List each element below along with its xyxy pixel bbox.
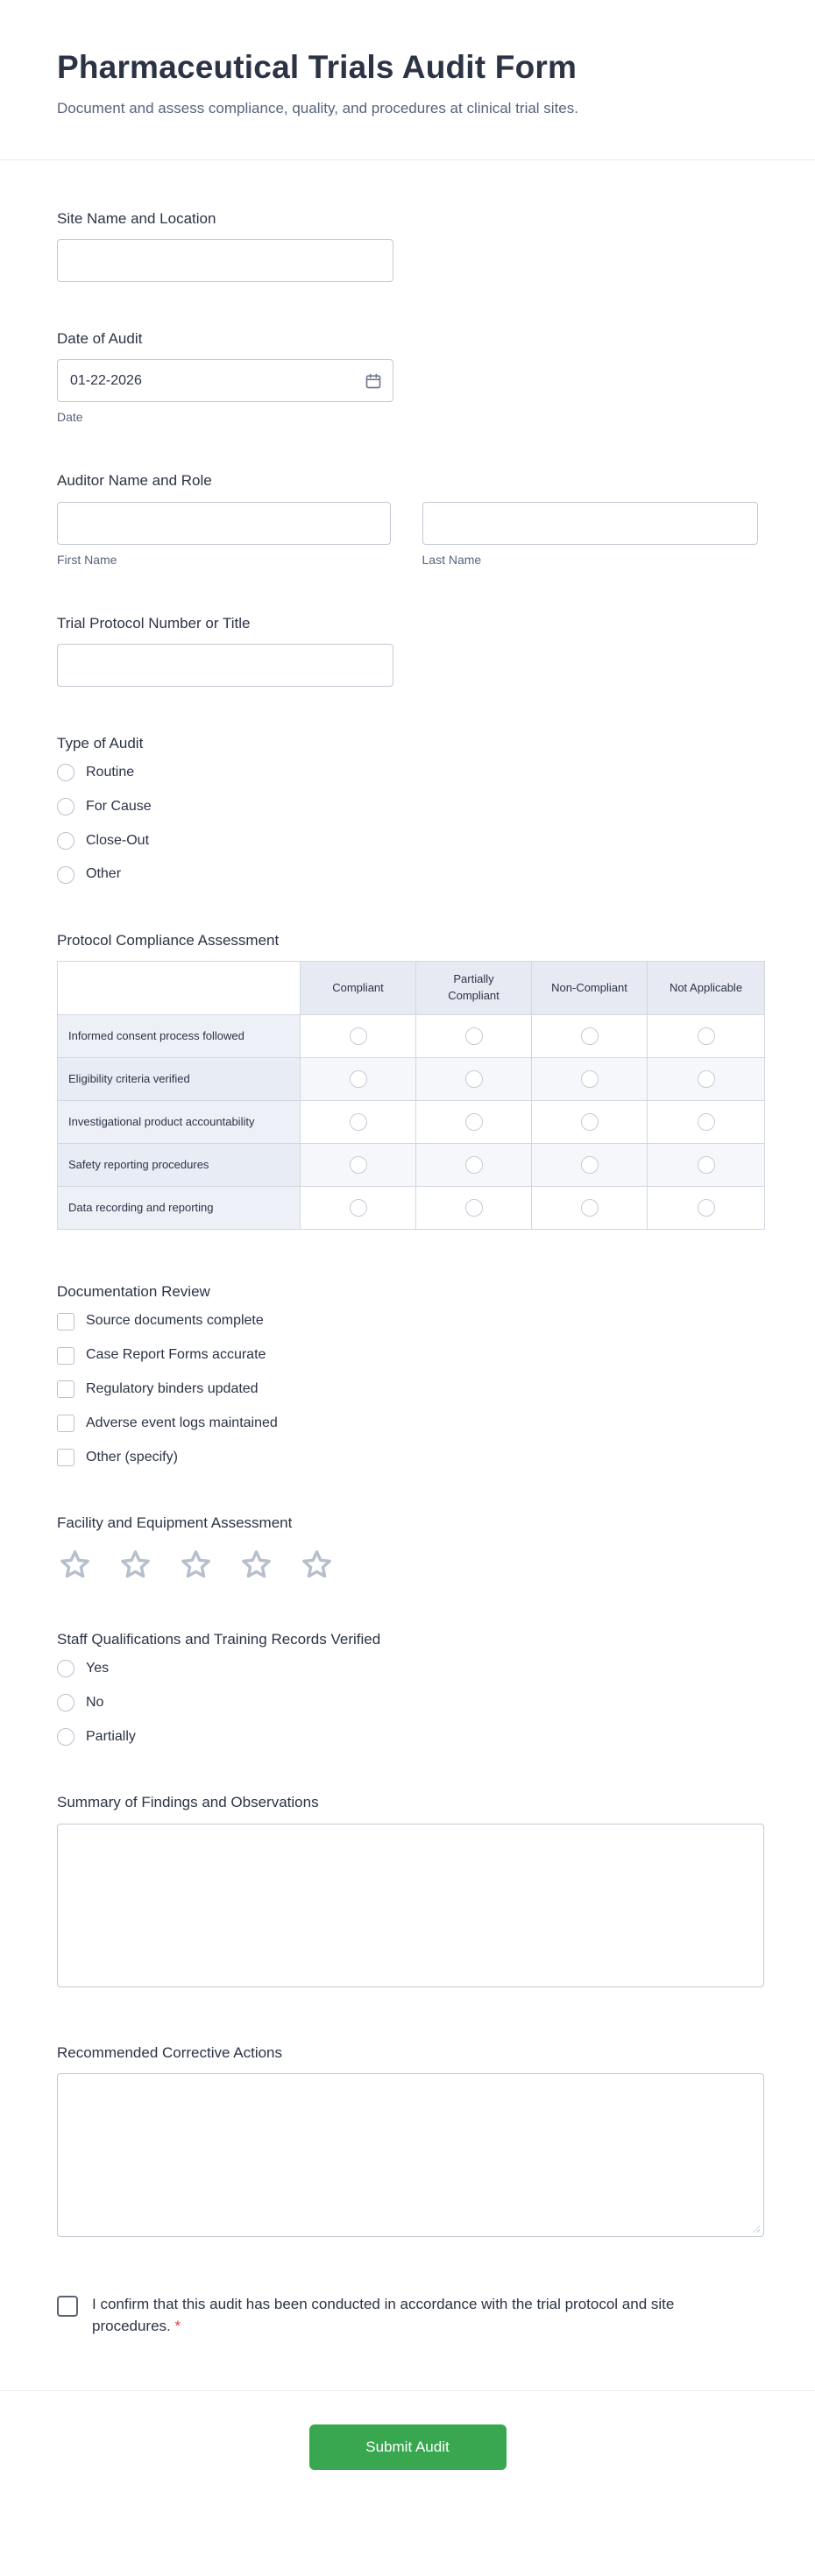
matrix-cell[interactable] [532, 1144, 648, 1187]
matrix-cell[interactable] [301, 1015, 416, 1058]
question-documentation [57, 1282, 758, 1466]
form-header [0, 0, 815, 159]
star-icon[interactable] [299, 1547, 335, 1583]
radio-icon[interactable] [57, 1694, 74, 1711]
star-rating [57, 1547, 758, 1583]
audit-type-label: Type of Audit [57, 734, 144, 752]
matrix-corner-cell [58, 962, 301, 1015]
first-name-input[interactable] [57, 502, 391, 545]
matrix-row-label: Safety reporting procedures [58, 1144, 301, 1187]
matrix-radio-icon[interactable] [350, 1027, 367, 1045]
matrix-row-label: Informed consent process followed [58, 1015, 301, 1058]
checkbox-option-source-documents[interactable] [57, 1312, 758, 1330]
matrix-cell[interactable] [416, 1187, 532, 1230]
question-compliance-matrix [57, 931, 758, 1230]
confirmation-row[interactable] [57, 2293, 758, 2338]
star-icon[interactable] [57, 1547, 93, 1583]
checkbox-icon[interactable] [57, 1449, 74, 1466]
form-subtitle: Document and assess compliance, quality, and procedures at clinical trial sites. [57, 100, 578, 116]
site-name-label: Site Name and Location [57, 209, 216, 227]
corrective-label: Recommended Corrective Actions [57, 2043, 283, 2061]
matrix-radio-icon[interactable] [581, 1199, 599, 1217]
confirmation-label [92, 2293, 741, 2338]
matrix-row [58, 1187, 765, 1230]
radio-icon[interactable] [57, 764, 74, 781]
radio-option-yes[interactable] [57, 1660, 758, 1678]
matrix-cell[interactable] [532, 1187, 648, 1230]
question-facility-rating [57, 1514, 758, 1582]
site-name-input[interactable] [57, 239, 393, 282]
option-label: Other [86, 866, 122, 882]
matrix-radio-icon[interactable] [350, 1199, 367, 1217]
matrix-header-row [58, 962, 765, 1015]
form-title: Pharmaceutical Trials Audit Form [57, 49, 578, 85]
matrix-row [58, 1101, 765, 1144]
last-name-field [422, 502, 758, 567]
facility-label: Facility and Equipment Assessment [57, 1514, 293, 1532]
matrix-label: Protocol Compliance Assessment [57, 932, 280, 949]
star-icon[interactable] [178, 1547, 214, 1583]
date-input[interactable] [57, 359, 393, 402]
matrix-cell[interactable] [648, 1187, 765, 1230]
matrix-cell[interactable] [301, 1101, 416, 1144]
matrix-cell[interactable] [416, 1015, 532, 1058]
option-label: Routine [86, 765, 135, 780]
matrix-cell[interactable] [648, 1015, 765, 1058]
matrix-radio-icon[interactable] [350, 1113, 367, 1131]
option-label: Source documents complete [86, 1313, 264, 1329]
matrix-radio-icon[interactable] [350, 1156, 367, 1174]
question-corrective-actions [57, 2043, 758, 2237]
matrix-radio-icon[interactable] [698, 1199, 715, 1217]
calendar-icon[interactable] [365, 372, 382, 390]
radio-icon[interactable] [57, 1728, 74, 1746]
date-field [57, 359, 393, 402]
matrix-radio-icon[interactable] [581, 1113, 599, 1131]
checkbox-option-regulatory-binders[interactable] [57, 1380, 758, 1399]
matrix-cell[interactable] [532, 1015, 648, 1058]
matrix-cell[interactable] [301, 1187, 416, 1230]
matrix-cell[interactable] [416, 1058, 532, 1101]
option-label: Close-Out [86, 832, 150, 848]
audit-type-options [57, 764, 758, 884]
question-site-name [57, 209, 758, 282]
option-label: Adverse event logs maintained [86, 1415, 278, 1430]
protocol-input[interactable] [57, 644, 393, 687]
summary-field [57, 1824, 764, 1987]
matrix-row [58, 1144, 765, 1187]
matrix-row [58, 1015, 765, 1058]
matrix-radio-icon[interactable] [698, 1027, 715, 1045]
radio-option-other[interactable] [57, 865, 758, 884]
matrix-row [58, 1058, 765, 1101]
confirmation-checkbox[interactable] [57, 2296, 78, 2317]
date-label: Date of Audit [57, 330, 143, 348]
matrix-cell[interactable] [648, 1144, 765, 1187]
matrix-radio-icon[interactable] [581, 1070, 599, 1088]
matrix-row-label: Data recording and reporting [58, 1187, 301, 1230]
matrix-radio-icon[interactable] [698, 1156, 715, 1174]
question-protocol [57, 614, 758, 687]
matrix-col-header: Partially Compliant [416, 962, 532, 1015]
matrix-radio-icon[interactable] [465, 1113, 483, 1131]
question-audit-type [57, 734, 758, 884]
confirmation-text: I confirm that this audit has been conducted in accordance with the trial protocol and site procedures. [92, 2295, 675, 2335]
star-icon[interactable] [238, 1547, 274, 1583]
matrix-col-header: Compliant [301, 962, 416, 1015]
checkbox-icon[interactable] [57, 1313, 74, 1330]
matrix-radio-icon[interactable] [581, 1027, 599, 1045]
submit-button[interactable]: Submit Audit [309, 2424, 507, 2470]
summary-label: Summary of Findings and Observations [57, 1794, 319, 1811]
radio-icon[interactable] [57, 798, 74, 815]
question-date-of-audit [57, 329, 758, 424]
checkbox-icon[interactable] [57, 1380, 74, 1398]
radio-icon[interactable] [57, 1660, 74, 1677]
checkbox-option-case-report-forms[interactable] [57, 1346, 758, 1365]
checkbox-option-adverse-event-logs[interactable] [57, 1415, 758, 1433]
staff-options [57, 1660, 758, 1746]
protocol-label: Trial Protocol Number or Title [57, 614, 251, 632]
matrix-cell[interactable] [301, 1058, 416, 1101]
question-summary [57, 1793, 758, 1987]
matrix-radio-icon[interactable] [465, 1199, 483, 1217]
radio-option-partially[interactable] [57, 1728, 758, 1747]
matrix-radio-icon[interactable] [465, 1156, 483, 1174]
option-label: Other (specify) [86, 1449, 178, 1464]
matrix-col-header: Not Applicable [648, 962, 765, 1015]
summary-textarea[interactable] [57, 1824, 764, 1987]
matrix-cell[interactable] [532, 1058, 648, 1101]
name-row [57, 502, 758, 567]
radio-option-routine[interactable] [57, 764, 758, 782]
matrix-cell[interactable] [301, 1144, 416, 1187]
documentation-options [57, 1312, 758, 1466]
matrix-row-label: Eligibility criteria verified [58, 1058, 301, 1101]
first-name-sublabel: First Name [57, 552, 117, 567]
radio-option-close-out[interactable] [57, 832, 758, 850]
matrix-cell[interactable] [416, 1144, 532, 1187]
question-auditor-name [57, 471, 758, 566]
radio-icon[interactable] [57, 832, 74, 850]
radio-option-no[interactable] [57, 1694, 758, 1712]
matrix-radio-icon[interactable] [465, 1070, 483, 1088]
matrix-cell[interactable] [648, 1058, 765, 1101]
option-label: Case Report Forms accurate [86, 1347, 266, 1363]
form-body [0, 160, 815, 2338]
checkbox-icon[interactable] [57, 1347, 74, 1365]
matrix-radio-icon[interactable] [581, 1156, 599, 1174]
star-icon[interactable] [117, 1547, 153, 1583]
option-label: For Cause [86, 798, 152, 814]
checkbox-icon[interactable] [57, 1415, 74, 1432]
matrix-row-label: Investigational product accountability [58, 1101, 301, 1144]
option-label: No [86, 1694, 104, 1710]
first-name-field [57, 502, 391, 567]
staff-label: Staff Qualifications and Training Records Verified [57, 1630, 381, 1648]
question-staff-qualifications [57, 1630, 758, 1747]
required-asterisk: * [174, 2318, 181, 2335]
date-sublabel: Date [57, 410, 83, 425]
matrix-radio-icon[interactable] [698, 1113, 715, 1131]
submit-area [0, 2391, 815, 2524]
option-label: Regulatory binders updated [86, 1381, 259, 1397]
matrix-radio-icon[interactable] [350, 1070, 367, 1088]
last-name-input[interactable] [422, 502, 758, 545]
checkbox-option-other-specify[interactable] [57, 1449, 758, 1467]
radio-icon[interactable] [57, 866, 74, 884]
corrective-field [57, 2073, 764, 2237]
radio-option-for-cause[interactable] [57, 798, 758, 816]
documentation-label: Documentation Review [57, 1283, 210, 1301]
last-name-sublabel: Last Name [422, 552, 482, 567]
matrix-cell[interactable] [648, 1101, 765, 1144]
option-label: Yes [86, 1660, 110, 1676]
matrix-cell[interactable] [532, 1101, 648, 1144]
matrix-cell[interactable] [416, 1101, 532, 1144]
corrective-textarea[interactable] [57, 2073, 764, 2237]
matrix-radio-icon[interactable] [698, 1070, 715, 1088]
matrix-radio-icon[interactable] [465, 1027, 483, 1045]
auditor-label: Auditor Name and Role [57, 472, 212, 490]
compliance-matrix-table [57, 961, 765, 1230]
option-label: Partially [86, 1728, 136, 1744]
matrix-col-header: Non-Compliant [532, 962, 648, 1015]
